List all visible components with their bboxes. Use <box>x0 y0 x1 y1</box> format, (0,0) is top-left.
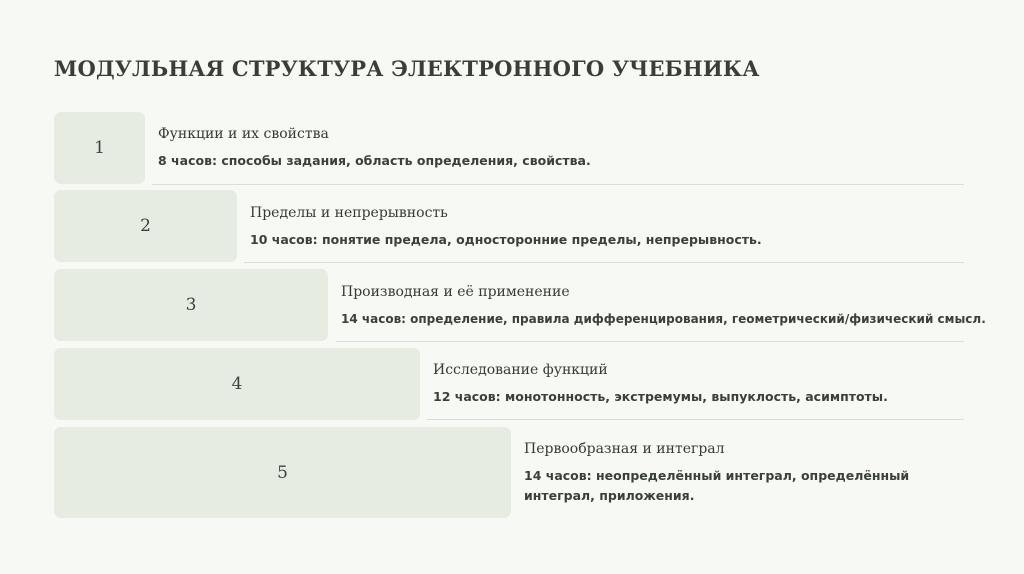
module-title: Исследование функций <box>433 362 608 378</box>
module-divider <box>152 184 964 185</box>
module-description: 12 часов: монотонность, экстремумы, выпуклость, асимптоты. <box>433 389 888 404</box>
module-number: 1 <box>94 138 105 158</box>
module-number: 5 <box>277 462 288 483</box>
module-step-2 <box>54 190 237 262</box>
module-title: Производная и её применение <box>341 284 570 300</box>
module-number: 4 <box>231 374 243 394</box>
module-description: 14 часов: неопределённый интеграл, определённый интеграл, приложения. <box>524 468 910 503</box>
module-title: Пределы и непрерывность <box>250 205 448 221</box>
module-2-info <box>250 205 762 250</box>
module-step-5 <box>54 427 511 518</box>
module-5-info <box>524 441 924 506</box>
module-description: 10 часов: понятие предела, односторонние пределы, непрерывность. <box>250 232 762 247</box>
module-title: Функции и их свойства <box>158 126 329 142</box>
module-description: 8 часов: способы задания, область определения, свойства. <box>158 153 591 168</box>
module-step-1 <box>54 112 145 184</box>
module-divider <box>244 262 964 263</box>
module-title: Первообразная и интеграл <box>524 441 725 457</box>
module-divider <box>336 341 964 342</box>
module-number: 2 <box>140 216 151 236</box>
module-3-info <box>341 284 986 329</box>
module-1-info <box>158 126 591 171</box>
module-number: 3 <box>185 295 197 315</box>
module-step-3 <box>54 269 328 341</box>
module-description: 14 часов: определение, правила дифференцирования, геометрический/физический смысл. <box>341 312 986 326</box>
page-title: МОДУЛЬНАЯ СТРУКТУРА ЭЛЕКТРОННОГО УЧЕБНИКА <box>54 56 760 81</box>
module-divider <box>427 419 964 420</box>
module-4-info <box>433 362 888 407</box>
module-step-4 <box>54 348 420 420</box>
